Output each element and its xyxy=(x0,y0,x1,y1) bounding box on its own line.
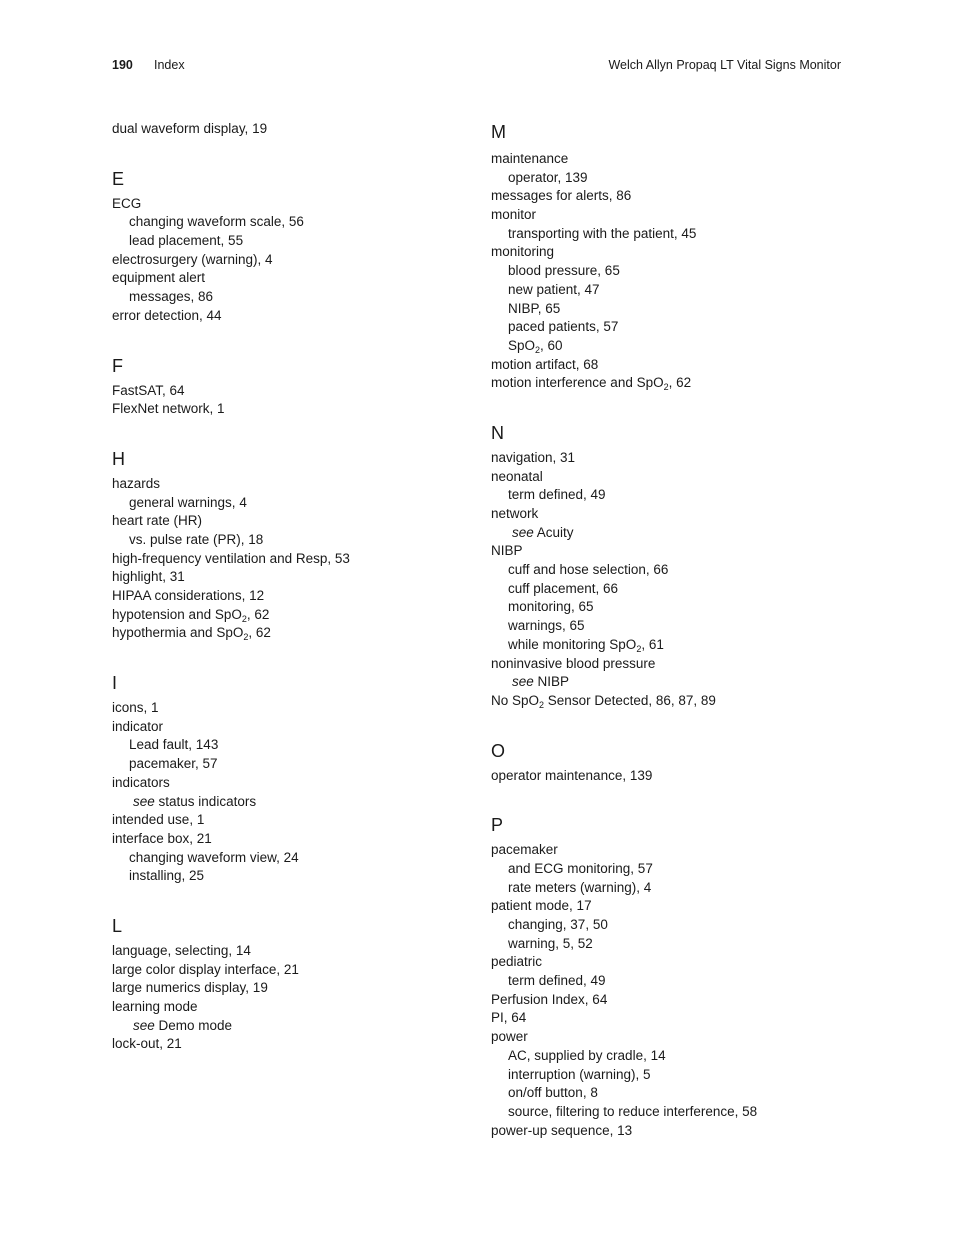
index-entry: large numerics display, 19 xyxy=(112,980,268,996)
index-subentry: transporting with the patient, 45 xyxy=(508,225,697,241)
see-reference xyxy=(112,1017,472,1036)
index-entry: network xyxy=(491,506,539,521)
entry-locator: Sensor Detected, 86, 87, 89 xyxy=(544,692,716,708)
index-entry: monitoring xyxy=(491,244,555,260)
index-entry: NIBP xyxy=(491,543,523,559)
index-entry: HIPAA considerations, 12 xyxy=(112,588,265,603)
index-entry: FastSAT, 64 xyxy=(112,382,185,398)
index-entry: power-up sequence, 13 xyxy=(491,1122,633,1138)
index-subentry: general warnings, 4 xyxy=(129,494,247,510)
see-target: status indicators xyxy=(154,793,257,809)
see-target: Demo mode xyxy=(154,1017,233,1033)
index-subentry: messages, 86 xyxy=(129,289,214,305)
index-subentry: source, filtering to reduce interference, 58 xyxy=(508,1103,758,1119)
index-subentry: rate meters (warning), 4 xyxy=(508,879,652,895)
index-entry: highlight, 31 xyxy=(112,569,185,585)
index-entry xyxy=(112,624,472,643)
index-entry: icons, 1 xyxy=(112,700,159,716)
index-entry xyxy=(491,692,891,711)
subscript: 2 xyxy=(535,344,541,355)
index-subentry: warnings, 65 xyxy=(508,618,585,634)
index-entry xyxy=(491,374,891,393)
subscript: 2 xyxy=(636,643,642,654)
entry-locator: , 62 xyxy=(668,375,692,391)
subscript: 2 xyxy=(241,613,247,624)
index-letter-heading: H xyxy=(112,448,125,469)
index-entry: PI, 64 xyxy=(491,1010,527,1026)
see-reference xyxy=(491,524,891,543)
index-entry: interface box, 21 xyxy=(112,830,212,846)
index-entry: equipment alert xyxy=(112,270,206,286)
index-entry: patient mode, 17 xyxy=(491,898,592,914)
index-subentry: cuff and hose selection, 66 xyxy=(508,562,669,578)
index-subentry: AC, supplied by cradle, 14 xyxy=(508,1047,666,1063)
index-entry: high-frequency ventilation and Resp, 53 xyxy=(112,550,350,566)
index-letter-heading: F xyxy=(112,355,123,376)
index-subentry: monitoring, 65 xyxy=(508,599,594,615)
index-subentry: installing, 25 xyxy=(129,868,205,884)
index-subentry: new patient, 47 xyxy=(508,281,600,297)
index-letter-heading: N xyxy=(491,422,504,443)
index-entry: noninvasive blood pressure xyxy=(491,655,656,671)
index-entry: hazards xyxy=(112,475,161,491)
index-subentry: interruption (warning), 5 xyxy=(508,1066,651,1082)
index-entry: error detection, 44 xyxy=(112,307,222,323)
index-subentry: Lead fault, 143 xyxy=(129,737,219,753)
index-letter-heading: L xyxy=(112,915,123,936)
index-entry: indicators xyxy=(112,774,170,790)
entry-text: motion interference and SpO xyxy=(491,375,664,391)
entry-text: hypotension and SpO xyxy=(112,606,242,622)
entry-locator: , 60 xyxy=(540,337,563,353)
index-subentry: changing, 37, 50 xyxy=(508,917,608,932)
entry-text: while monitoring SpO xyxy=(508,636,637,652)
index-subentry: warning, 5, 52 xyxy=(508,935,593,951)
index-entry: learning mode xyxy=(112,999,198,1014)
index-subentry xyxy=(491,337,891,356)
index-subentry: and ECG monitoring, 57 xyxy=(508,860,653,876)
page-number: 190 xyxy=(112,58,133,72)
index-letter-heading: M xyxy=(491,122,506,142)
see-label: see xyxy=(133,1017,155,1033)
index-subentry: operator, 139 xyxy=(508,169,588,185)
index-entry: operator maintenance, 139 xyxy=(491,767,653,783)
see-reference xyxy=(491,673,891,692)
entry-locator: , 61 xyxy=(641,636,664,652)
index-column-left xyxy=(112,120,472,1054)
index-subentry: term defined, 49 xyxy=(508,973,606,989)
index-column-right xyxy=(491,120,891,1140)
entry-locator: , 62 xyxy=(248,625,271,641)
index-entry: motion artifact, 68 xyxy=(491,356,599,372)
see-label: see xyxy=(133,793,155,809)
see-reference xyxy=(112,793,472,812)
subscript: 2 xyxy=(243,632,249,643)
index-subentry: blood pressure, 65 xyxy=(508,263,620,279)
index-subentry: cuff placement, 66 xyxy=(508,580,619,596)
see-label: see xyxy=(512,524,534,540)
index-entry xyxy=(112,606,472,625)
index-subentry: changing waveform scale, 56 xyxy=(129,214,304,230)
index-subentry: term defined, 49 xyxy=(508,487,606,503)
index-entry: power xyxy=(491,1029,528,1045)
section-name: Index xyxy=(154,58,185,72)
index-entry: ECG xyxy=(112,195,142,211)
entry-text: SpO xyxy=(508,337,536,353)
see-label: see xyxy=(512,674,534,690)
index-subentry: paced patients, 57 xyxy=(508,319,619,335)
page-header xyxy=(112,58,841,78)
subscript: 2 xyxy=(539,699,545,710)
index-entry: messages for alerts, 86 xyxy=(491,188,632,204)
index-entry: language, selecting, 14 xyxy=(112,942,251,958)
index-letter-heading: O xyxy=(491,740,506,761)
entry-locator: , 62 xyxy=(246,606,270,622)
index-entry: FlexNet network, 1 xyxy=(112,401,225,417)
see-target: NIBP xyxy=(533,674,570,690)
index-entry: pacemaker xyxy=(491,842,558,858)
entry-text: hypothermia and SpO xyxy=(112,625,244,641)
index-subentry: NIBP, 65 xyxy=(508,300,561,316)
index-subentry: on/off button, 8 xyxy=(508,1085,598,1101)
index-entry: intended use, 1 xyxy=(112,812,205,828)
subscript: 2 xyxy=(663,382,669,393)
index-subentry: vs. pulse rate (PR), 18 xyxy=(129,531,264,547)
index-entry: dual waveform display, 19 xyxy=(112,121,268,136)
entry-text: No SpO xyxy=(491,692,540,708)
index-entry: electrosurgery (warning), 4 xyxy=(112,251,273,267)
index-subentry: pacemaker, 57 xyxy=(129,756,218,772)
index-entry: indicator xyxy=(112,718,164,734)
index-entry: pediatric xyxy=(491,954,543,970)
index-entry: maintenance xyxy=(491,151,569,166)
index-entry: Perfusion Index, 64 xyxy=(491,991,608,1007)
book-title: Welch Allyn Propaq LT Vital Signs Monitor xyxy=(608,58,841,72)
index-subentry: changing waveform view, 24 xyxy=(129,849,299,865)
index-entry: large color display interface, 21 xyxy=(112,961,299,977)
index-subentry xyxy=(491,636,891,655)
index-entry: heart rate (HR) xyxy=(112,513,203,529)
index-subentry: lead placement, 55 xyxy=(129,233,244,249)
index-entry: neonatal xyxy=(491,468,543,484)
index-letter-heading: E xyxy=(112,168,125,189)
index-entry: monitor xyxy=(491,207,537,223)
index-entry: lock-out, 21 xyxy=(112,1036,182,1052)
index-entry: navigation, 31 xyxy=(491,449,576,465)
index-letter-heading: I xyxy=(112,673,118,694)
see-target: Acuity xyxy=(533,524,574,540)
index-letter-heading: P xyxy=(491,815,504,836)
